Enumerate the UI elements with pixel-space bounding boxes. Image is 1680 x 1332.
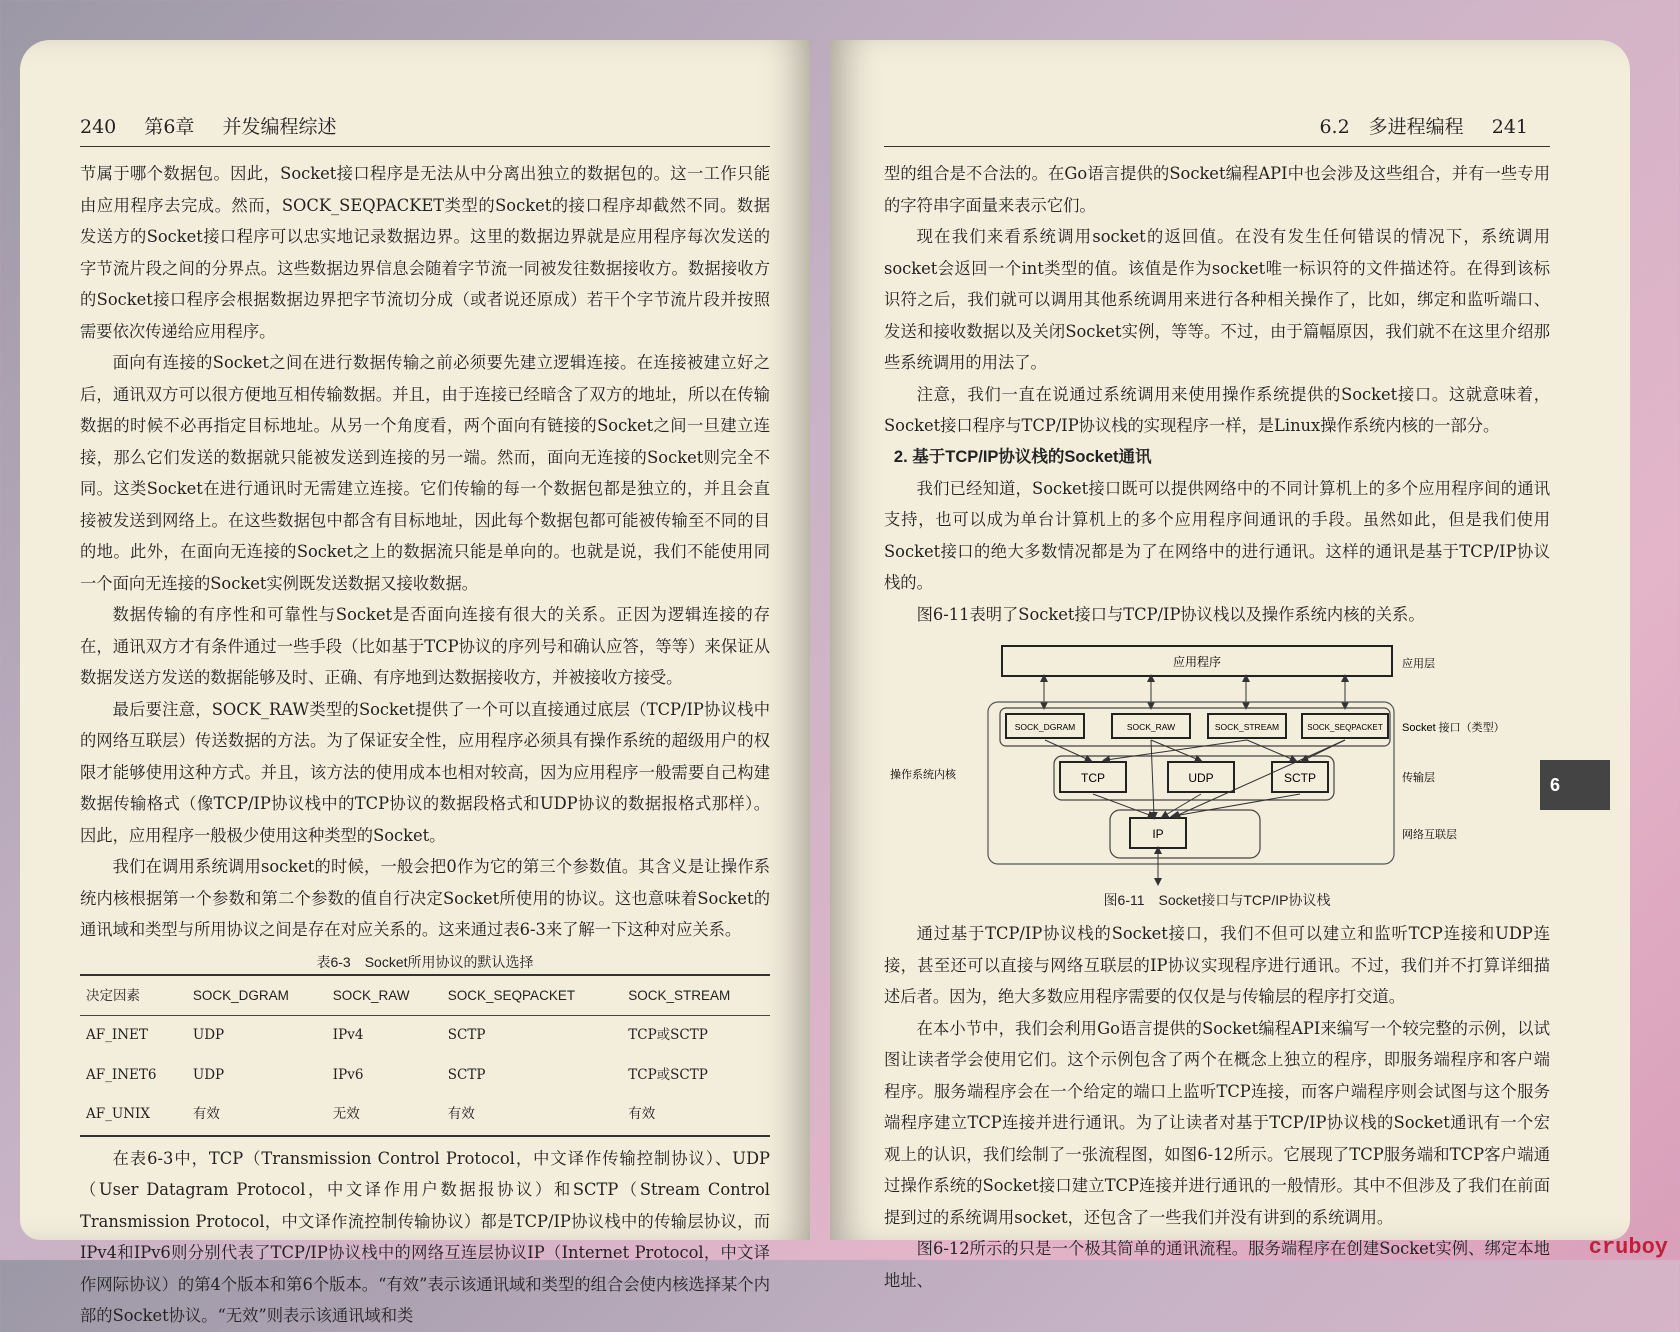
section-title: 6.2 多进程编程 bbox=[1319, 116, 1464, 138]
socket-type-label: SOCK_SEQPACKET bbox=[1307, 723, 1383, 732]
table-row bbox=[80, 1095, 770, 1136]
table-header: SOCK_DGRAM bbox=[187, 975, 327, 1016]
chapter-tab: 6 bbox=[1540, 760, 1610, 810]
right-header bbox=[884, 112, 1550, 147]
table-cell: SCTP bbox=[447, 1066, 486, 1083]
layer-label-transport: 传输层 bbox=[1402, 772, 1435, 784]
paragraph: 最后要注意，SOCK_RAW类型的Socket提供了一个可以直接通过底层（TCP/IP协议栈中的网络互联层）传送数据的方法。为了保证安全性，应用程序必须具有操作系统的超级用户的权限才能够使用这种方式。并且，该方法的使用成本也相对较高，因为应用程序一般需要自己构建数据传输格式（像TCP/IP协议栈中的TCP协议的数据段格式和UDP协议的数据报格式那样）。因此，应用程序一般极少使用这种类型的Socket。 bbox=[80, 699, 770, 845]
table-header: SOCK_SEQPACKET bbox=[442, 975, 622, 1016]
table-cell: AF_INET bbox=[86, 1027, 148, 1043]
kernel-label: 操作系统内核 bbox=[890, 769, 956, 781]
paragraph: 在表6-3中，TCP（Transmission Control Protocol，中文译作传输控制协议）、UDP（User Datagram Protocol，中文译作用户数据报协议）和SCTP（Stream Control Transmission Protocol，中文译作流控制传输协议）都是TCP/IP协议栈中的传输层协议，而IPv4和IPv6则分别代表了TCP/IP协议栈中的网络互连层协议IP（Internet Protocol，中文译作网际协议）的第4个版本和第6个版本。“有效”表示该通讯域和类型的组合会使内核选择某个内部的Socket协议。“无效”则表示该通讯域和类 bbox=[80, 1148, 770, 1325]
table-header-row bbox=[80, 975, 770, 1016]
table-header: SOCK_RAW bbox=[327, 975, 442, 1016]
table-cell: AF_INET6 bbox=[86, 1066, 157, 1083]
socket-type-label: SOCK_STREAM bbox=[1214, 722, 1280, 732]
table-cell: 有效 bbox=[628, 1106, 656, 1122]
table-row bbox=[80, 1056, 770, 1096]
table-header: 决定因素 bbox=[80, 975, 187, 1016]
transport-label: TCP bbox=[1081, 771, 1105, 785]
table-caption: 表6-3 Socket所用协议的默认选择 bbox=[316, 953, 534, 970]
paragraph: 面向有连接的Socket之间在进行数据传输之前必须要先建立逻辑连接。在连接被建立好之后，通讯双方可以很方便地互相传输数据。并且，由于连接已经暗含了双方的地址，所以在传输数据的时候不必再指定目标地址。从另一个角度看，两个面向有链接的Socket之间一旦建立连接，那么它们发送的数据就只能被发送到连接的另一端。然而，面向无连接的Socket则完全不同。这类Socket在进行通讯时无需建立连接。它们传输的每一个数据包都是独立的，并且会直接被发送到网络上。在这些数据包中都含有目标地址，因此每个数据包都可能被传输至不同的目的地。此外，在面向无连接的Socket之上的数据流只能是单向的。也就是说，我们不能使用同一个面向无连接的Socket实例既发送数据又接收数据。 bbox=[80, 353, 770, 593]
right-page-number: 241 bbox=[1491, 116, 1528, 138]
paragraph: 图6-12所示的只是一个极其简单的通讯流程。服务端程序在创建Socket实例、绑定本地地址、 bbox=[884, 1239, 1550, 1290]
left-body bbox=[80, 158, 770, 1332]
paragraph: 我们已经知道，Socket接口既可以提供网络中的不同计算机上的多个应用程序间的通讯支持，也可以成为单台计算机上的多个应用程序间通讯的手段。虽然如此，但是我们使用Socket接口的绝大多数情况都是为了在网络中的进行通讯。这样的通讯是基于TCP/IP协议栈的。 bbox=[884, 478, 1550, 592]
paragraph: 节属于哪个数据包。因此，Socket接口程序是无法从中分离出独立的数据包的。这一工作只能由应用程序去完成。然而，SOCK_SEQPACKET类型的Socket的接口程序却截然不同。数据发送方的Socket接口程序可以忠实地记录数据边界。这里的数据边界就是应用程序每次发送的字节流片段之间的分界点。这些数据边界信息会随着字节流一同被发往数据接收方。数据接收方的Socket接口程序会根据数据边界把字节流切分成（或者说还原成）若干个字节流片段并按照需要依次传递给应用程序。 bbox=[80, 164, 770, 341]
chapter-number: 第6章 bbox=[144, 116, 195, 138]
transport-label: UDP bbox=[1188, 771, 1214, 785]
paragraph: 图6-11表明了Socket接口与TCP/IP协议栈以及操作系统内核的关系。 bbox=[916, 604, 1425, 624]
layer-label-network: 网络互联层 bbox=[1402, 829, 1457, 841]
paragraph: 型的组合是不合法的。在Go语言提供的Socket编程API中也会涉及这些组合，并有一些专用的字符串字面量来表示它们。 bbox=[884, 164, 1550, 215]
socket-type-label: SOCK_DGRAM bbox=[1014, 722, 1076, 732]
table-cell: 无效 bbox=[332, 1106, 360, 1122]
left-header bbox=[80, 112, 770, 147]
figure-caption: 图6-11 Socket接口与TCP/IP协议栈 bbox=[1103, 892, 1331, 908]
app-box-label: 应用程序 bbox=[1172, 655, 1222, 669]
table-cell: AF_UNIX bbox=[86, 1106, 150, 1122]
paragraph: 在本小节中，我们会利用Go语言提供的Socket编程API来编写一个较完整的示例，以试图让读者学会使用它们。这个示例包含了两个在概念上独立的程序，即服务端程序和客户端程序。服务端程序会在一个给定的端口上监听TCP连接，而客户端程序则会试图与这个服务端程序建立TCP连接并进行通讯。为了让读者对基于TCP/IP协议栈的Socket通讯有一个宏观上的认识，我们绘制了一张流程图，如图6-12所示。它展现了TCP服务端和TCP客户端通过操作系统的Socket接口建立TCP连接并进行通讯的一般情形。其中不但涉及了我们在前面提到过的系统调用socket，还包含了一些我们并没有讲到的系统调用。 bbox=[884, 1018, 1550, 1227]
watermark: cruboy bbox=[1588, 1235, 1668, 1260]
right-body bbox=[884, 158, 1550, 1296]
left-page-number: 240 bbox=[80, 116, 117, 138]
chapter-title: 并发编程综述 bbox=[222, 116, 337, 138]
paragraph: 通过基于TCP/IP协议栈的Socket接口，我们不但可以建立和监听TCP连接和UDP连接，甚至还可以直接与网络互联层的IP协议实现程序进行通讯。不过，我们并不打算详细描述后者。因为，绝大多数应用程序需要的仅仅是与传输层的程序打交道。 bbox=[884, 924, 1550, 1006]
paragraph: 我们在调用系统调用socket的时候，一般会把0作为它的第三个参数值。其含义是让操作系统内核根据第一个参数和第二个参数的值自行决定Socket所使用的协议。这也意味着Socket的通讯域和类型与所用协议之间是存在对应关系的。这来通过表6-3来了解一下这种对应关系。 bbox=[80, 857, 770, 939]
table-cell: 有效 bbox=[447, 1106, 475, 1122]
protocol-table bbox=[80, 974, 770, 1137]
table-cell: SCTP bbox=[447, 1027, 486, 1043]
figure-socket-stack bbox=[884, 638, 1550, 888]
subheading: 2. 基于TCP/IP协议栈的Socket通讯 bbox=[893, 447, 1152, 466]
table-cell: IPv6 bbox=[332, 1066, 364, 1083]
paragraph: 注意，我们一直在说通过系统调用来使用操作系统提供的Socket接口。这就意味着，Socket接口程序与TCP/IP协议栈的实现程序一样，是Linux操作系统内核的一部分。 bbox=[884, 384, 1550, 435]
table-cell: UDP bbox=[192, 1027, 225, 1043]
table-cell: UDP bbox=[192, 1066, 225, 1083]
transport-label: SCTP bbox=[1283, 771, 1317, 785]
left-page bbox=[20, 40, 810, 1325]
table-cell: TCP或SCTP bbox=[628, 1027, 708, 1043]
table-cell: TCP或SCTP bbox=[628, 1066, 708, 1083]
layer-label-app: 应用层 bbox=[1402, 658, 1435, 670]
paragraph: 数据传输的有序性和可靠性与Socket是否面向连接有很大的关系。正因为逻辑连接的存在，通讯双方才有条件通过一些手段（比如基于TCP协议的序列号和确认应答，等等）来保证从数据发送方发送的数据能够及时、正确、有序地到达数据接收方，并被接收方接受。 bbox=[80, 605, 770, 687]
ip-label: IP bbox=[1152, 827, 1164, 841]
table-cell: 有效 bbox=[192, 1106, 220, 1122]
table-cell: IPv4 bbox=[332, 1027, 364, 1043]
table-header: SOCK_STREAM bbox=[622, 975, 770, 1016]
layer-label-socket: Socket 接口（类型） bbox=[1402, 722, 1505, 734]
paragraph: 现在我们来看系统调用socket的返回值。在没有发生任何错误的情况下，系统调用socket会返回一个int类型的值。该值是作为socket唯一标识符的文件描述符。在得到该标识符之后，我们就可以调用其他系统调用来进行各种相关操作了，比如，绑定和监听端口、发送和接收数据以及关闭Socket实例，等等。不过，由于篇幅原因，我们就不在这里介绍那些系统调用的用法了。 bbox=[884, 227, 1550, 372]
table-row bbox=[80, 1016, 770, 1056]
socket-type-label: SOCK_RAW bbox=[1126, 722, 1176, 732]
